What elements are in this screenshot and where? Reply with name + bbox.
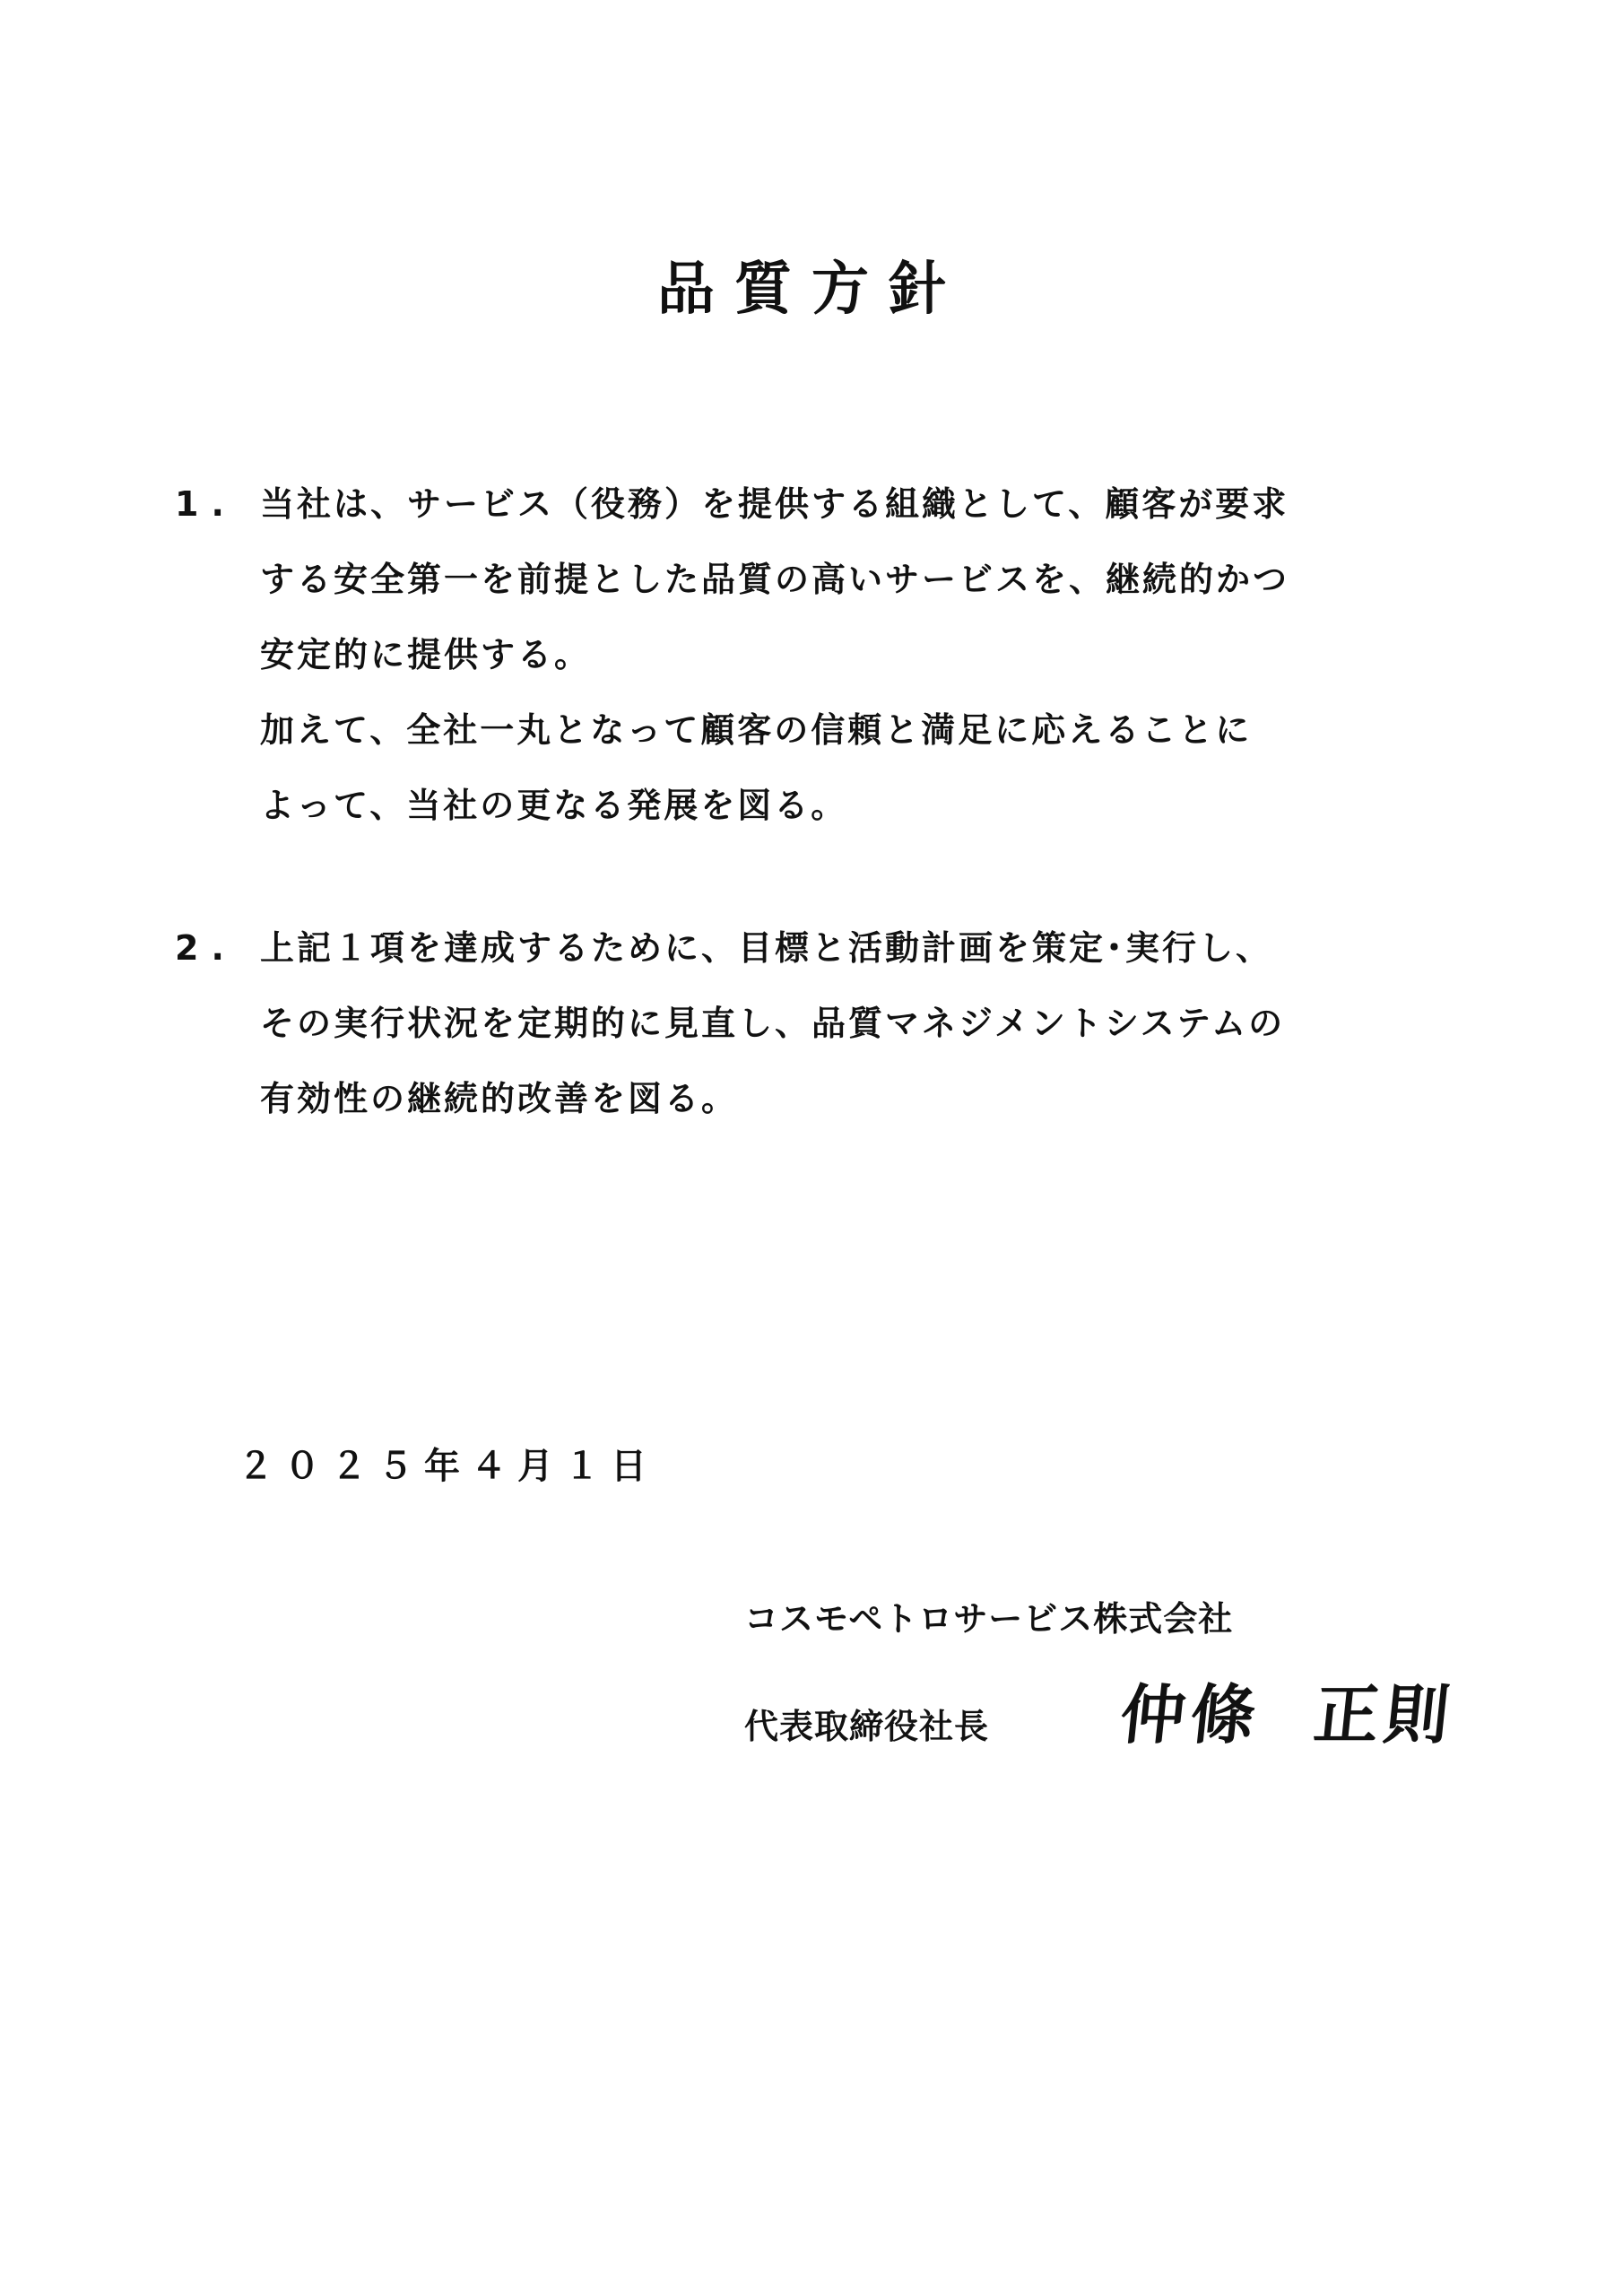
company-name: コスモペトロサービス株式会社: [744, 1599, 1234, 1639]
policy-line: 上記１項を達成するために、目標と活動計画を策定･実行し、: [260, 928, 1273, 968]
policy-line: その実行状況を定期的に見直し、品質マネジメントシステムの: [260, 1004, 1286, 1043]
policy-item-text: [260, 466, 1480, 843]
policy-line: 加えて、全社一丸となって顧客の信頼と満足に応えることに: [260, 710, 1253, 750]
policy-item-number: 2.: [175, 928, 237, 968]
policy-line: する安全第一を前提とした品質の高いサービスを、継続的かつ: [260, 560, 1290, 599]
representative-signature: [1116, 1670, 1460, 1760]
representative-family-name: 仲條: [1116, 1676, 1265, 1752]
policy-line: 有効性の継続的改善を図る。: [260, 1079, 739, 1118]
representative-title: 代表取締役社長: [744, 1707, 990, 1746]
page-title: 品質方針: [657, 256, 966, 323]
policy-line: 安定的に提供する。: [260, 635, 592, 674]
representative-given-name: 正則: [1310, 1676, 1459, 1752]
policy-item-number: 1.: [175, 484, 237, 524]
policy-item-text: [260, 910, 1480, 1136]
policy-line: 当社は、サービス（役務）を提供する組織として、顧客が要求: [260, 484, 1289, 524]
policy-line: よって、当社の更なる発展を図る。: [260, 786, 848, 825]
issue-date: ２０２５年４月１日: [238, 1446, 657, 1487]
